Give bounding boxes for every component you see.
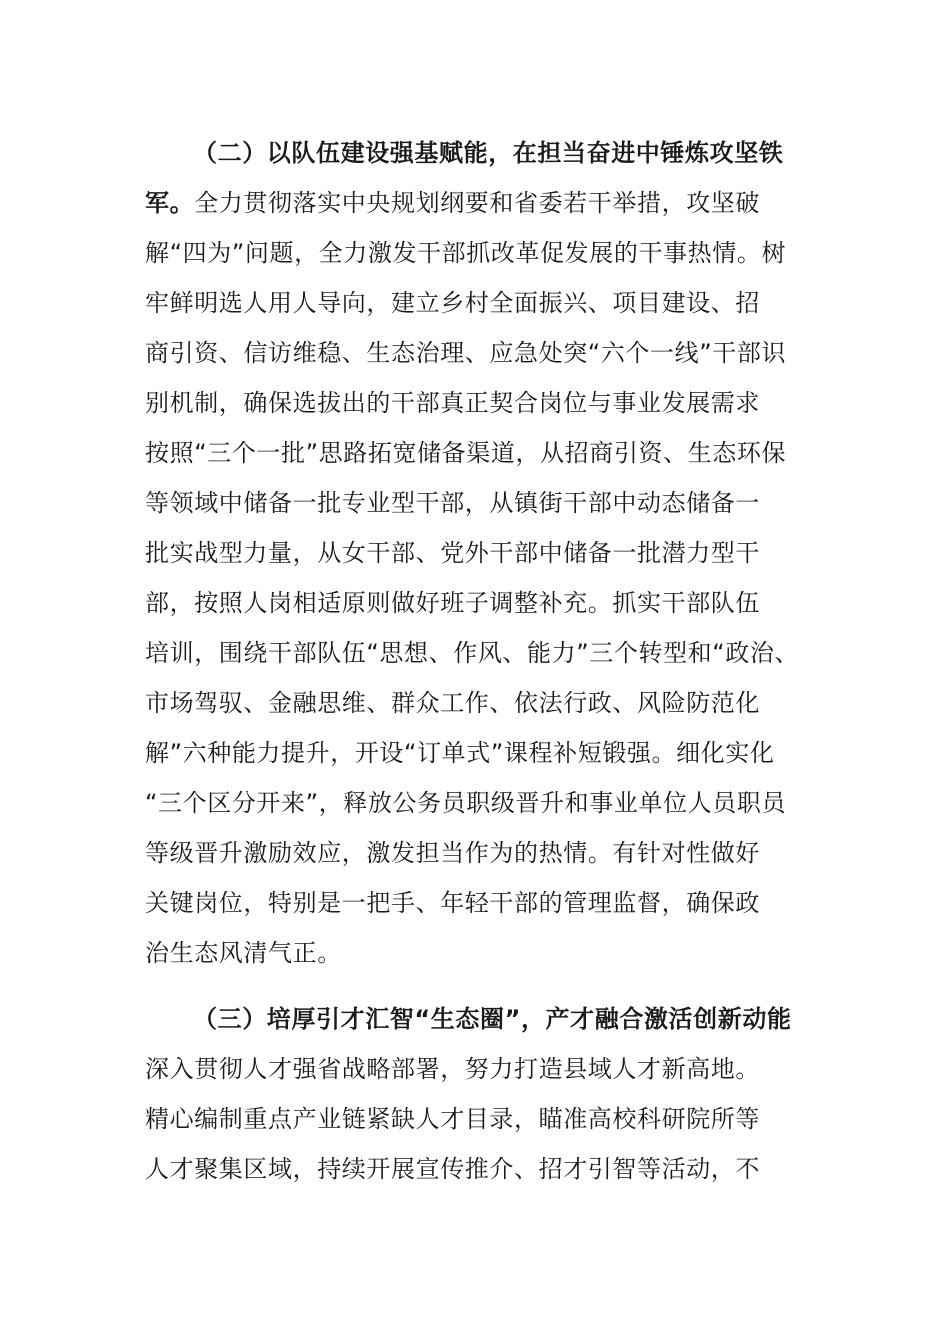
paragraph-line: 人才聚集区域，持续开展宣传推介、招才引智等活动，不 bbox=[145, 1155, 760, 1183]
section-2-heading: （二）以队伍建设强基赋能，在担当奋进中锤炼攻坚铁 bbox=[193, 139, 784, 167]
paragraph-line: 等级晋升激励效应，激发担当作为的热情。有针对性做好 bbox=[145, 839, 760, 867]
paragraph-line: 解”六种能力提升，开设“订单式”课程补短锻强。细化实化 bbox=[145, 739, 775, 767]
section-3-heading: （三）培厚引才汇智“生态圈”，产才融合激活创新动能 bbox=[193, 1005, 792, 1033]
section-gap bbox=[145, 978, 809, 994]
section-2-heading-end: 军。 bbox=[145, 189, 195, 217]
paragraph-line: 部，按照人岗相适原则做好班子调整补充。抓实干部队伍 bbox=[145, 589, 760, 617]
paragraph-line: 精心编制重点产业链紧缺人才目录，瞄准高校科研院所等 bbox=[145, 1105, 760, 1133]
paragraph-line: “三个区分开来”，释放公务员职级晋升和事业单位人员职员 bbox=[145, 789, 787, 817]
paragraph-line: 关键岗位，特别是一把手、年轻干部的管理监督，确保政 bbox=[145, 889, 760, 917]
paragraph-line: 别机制，确保选拔出的干部真正契合岗位与事业发展需求 bbox=[145, 389, 760, 417]
paragraph-line: 市场驾驭、金融思维、群众工作、依法行政、风险防范化 bbox=[145, 689, 760, 717]
paragraph-line: 培训，围绕干部队伍“思想、作风、能力”三个转型和“政治、 bbox=[145, 639, 800, 667]
paragraph-line: 商引资、信访维稳、生态治理、应急处突“六个一线”干部识 bbox=[145, 339, 787, 367]
paragraph-line: 按照“三个一批”思路拓宽储备渠道，从招商引资、生态环保 bbox=[145, 439, 787, 467]
paragraph-line: 解“四为”问题，全力激发干部抓改革促发展的干事热情。树 bbox=[145, 239, 787, 267]
paragraph-line: 批实战型力量，从女干部、党外干部中储备一批潜力型干 bbox=[145, 539, 760, 567]
section-2-line-1 bbox=[145, 178, 809, 228]
paragraph-line: 牢鲜明选人用人导向，建立乡村全面振兴、项目建设、招 bbox=[145, 289, 760, 317]
paragraph-line: 等领域中储备一批专业型干部，从镇街干部中动态储备一 bbox=[145, 489, 760, 517]
paragraph-line: 治生态风清气正。 bbox=[145, 939, 342, 967]
paragraph-line: 深入贯彻人才强省战略部署，努力打造县域人才新高地。 bbox=[145, 1055, 760, 1083]
document-page bbox=[145, 128, 809, 1194]
paragraph-text: 全力贯彻落实中央规划纲要和省委若干举措，攻坚破 bbox=[194, 189, 761, 217]
